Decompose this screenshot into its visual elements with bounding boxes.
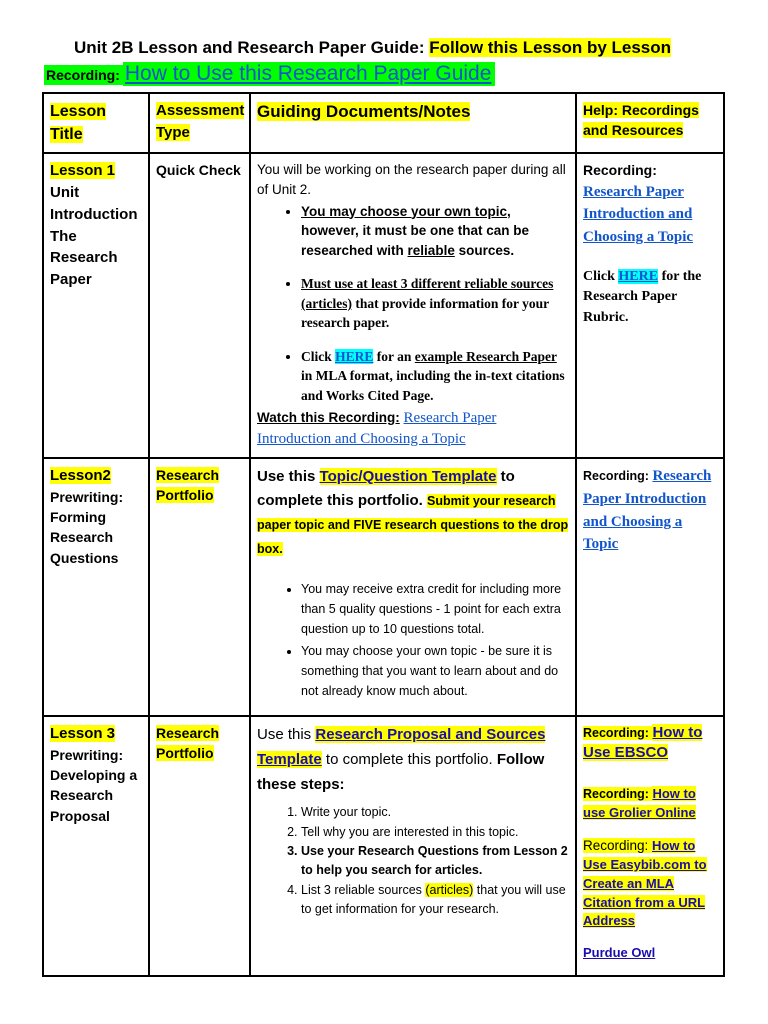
grolier-recording: Recording: How to use Grolier Online <box>583 786 696 820</box>
list-item: • You may choose your own topic, however, it must be one that can be researched with reliable sources. <box>301 202 569 261</box>
header-assessment-type: Assessment Type <box>149 93 250 153</box>
header-help: Help: Recordings and Resources <box>576 93 724 153</box>
guide-recording-link[interactable]: How to Use this Research Paper Guide <box>123 62 496 86</box>
rubric-link[interactable]: HERE <box>618 268 659 284</box>
list-item: 4. List 3 reliable sources (articles) that you will use to get information for your research. <box>301 881 569 920</box>
list-item: 1. Write your topic. <box>301 803 569 822</box>
lesson-3-assessment-cell: Research Portfolio <box>149 716 250 976</box>
table-row <box>43 716 724 976</box>
watch-recording-link[interactable]: Research Paper Introduction and Choosing a Topic <box>257 409 497 448</box>
guide-recording-line <box>44 62 495 86</box>
lesson-2-title-cell <box>43 458 149 716</box>
purdue-owl-link[interactable]: Purdue Owl <box>583 945 656 961</box>
easybib-recording: Recording: How to Use Easybib.com to Create an MLA Citation from a URL Address <box>583 837 707 929</box>
table-row <box>43 153 724 458</box>
header-guiding-documents: Guiding Documents/Notes <box>250 93 576 153</box>
proposal-template-link[interactable]: Research Proposal and Sources Template <box>257 726 546 768</box>
help-recording-link[interactable]: Research Paper Introduction and Choosing a Topic <box>583 183 694 246</box>
list-item: • Click HERE for an example Research Paper in MLA format, including the in-text citations and Works Cited Page. <box>301 347 569 406</box>
lesson-1-assessment-cell: Quick Check <box>149 153 250 458</box>
title-text: Unit 2B Lesson and Research Paper Guide: <box>74 38 430 57</box>
lesson-table <box>42 92 725 977</box>
grolier-link[interactable]: How to use Grolier Online <box>583 786 696 820</box>
lesson-1-help-cell: Recording: Research Paper Introduction and Choosing a Topic Click HERE for the Research Paper Rubric. <box>576 153 724 458</box>
lesson-number: Lesson 3 <box>50 725 116 743</box>
list-item: • You may receive extra credit for including more than 5 quality questions - 1 point for each extra question up to 10 questions total. <box>301 579 569 639</box>
list-item: 3. Use your Research Questions from Lesson 2 to help you search for articles. <box>301 842 569 881</box>
lesson-3-help-cell <box>576 716 724 976</box>
lesson-1-guiding-cell <box>250 153 576 458</box>
example-paper-link[interactable]: HERE <box>335 348 374 364</box>
lesson-name: Unit Introduction The Research Paper <box>50 184 138 289</box>
lesson-3-title-cell <box>43 716 149 976</box>
lesson-name: Prewriting: Forming Research Questions <box>50 488 124 566</box>
lesson-3-guiding-cell: Use this Research Proposal and Sources Template to complete this portfolio. Follow these steps: 1. Write your topic. 2. Tell why you are interested in this topic. 3. Use your Research Questions from Lesson 2 to help you search for articles. 4. List 3 reliable sources (articles) that you will use to get information for your research. <box>250 716 576 976</box>
lesson-1-title-cell <box>43 153 149 458</box>
lesson-2-help-cell: Recording: Research Paper Introduction and Choosing a Topic <box>576 458 724 716</box>
list-item: • Must use at least 3 different reliable sources (articles) that provide information for your research paper. <box>301 274 569 333</box>
easybib-link[interactable]: How to Use Easybib.com to Create an MLA Citation from a URL Address <box>583 837 707 929</box>
submit-instructions: Submit your research paper topic and FIVE research questions to the drop box. <box>257 494 569 557</box>
lesson-name: Prewriting: Developing a Research Proposal <box>50 746 138 824</box>
ebsco-link[interactable]: How to Use EBSCO <box>583 724 703 761</box>
lesson-1-intro: You will be working on the research paper during all of Unit 2. <box>257 162 566 197</box>
watch-label: Watch this Recording: <box>257 409 400 425</box>
document-title <box>74 38 671 58</box>
recording-label: Recording: <box>44 65 123 85</box>
table-row <box>43 458 724 716</box>
header-lesson-title: Lesson Title <box>43 93 149 153</box>
lesson-number: Lesson 1 <box>50 162 116 180</box>
lesson-number: Lesson2 <box>50 467 111 485</box>
table-header-row <box>43 93 724 153</box>
list-item: • You may choose your own topic - be sure it is something that you want to learn about and do not already know much about. <box>301 641 569 701</box>
lesson-2-guiding-cell: Use this Topic/Question Template to complete this portfolio. Submit your research paper topic and FIVE research questions to the drop box. • You may receive extra credit for including more than 5 quality questions - 1 point for each extra question up to 10 questions total. • You may choose your own topic - be sure it is something that you want to learn about and do not already know much about. <box>250 458 576 716</box>
rubric-line: Click HERE for the Research Paper Rubric. <box>583 268 702 325</box>
title-highlight: Follow this Lesson by Lesson <box>429 38 672 57</box>
topic-question-template-link[interactable]: Topic/Question Template <box>319 468 497 486</box>
list-item: 2. Tell why you are interested in this topic. <box>301 823 569 842</box>
lesson-2-assessment-cell: Research Portfolio <box>149 458 250 716</box>
ebsco-recording: Recording: How to Use EBSCO <box>583 724 703 761</box>
help-recording-link[interactable]: Research Paper Introduction and Choosing a Topic <box>583 468 712 553</box>
